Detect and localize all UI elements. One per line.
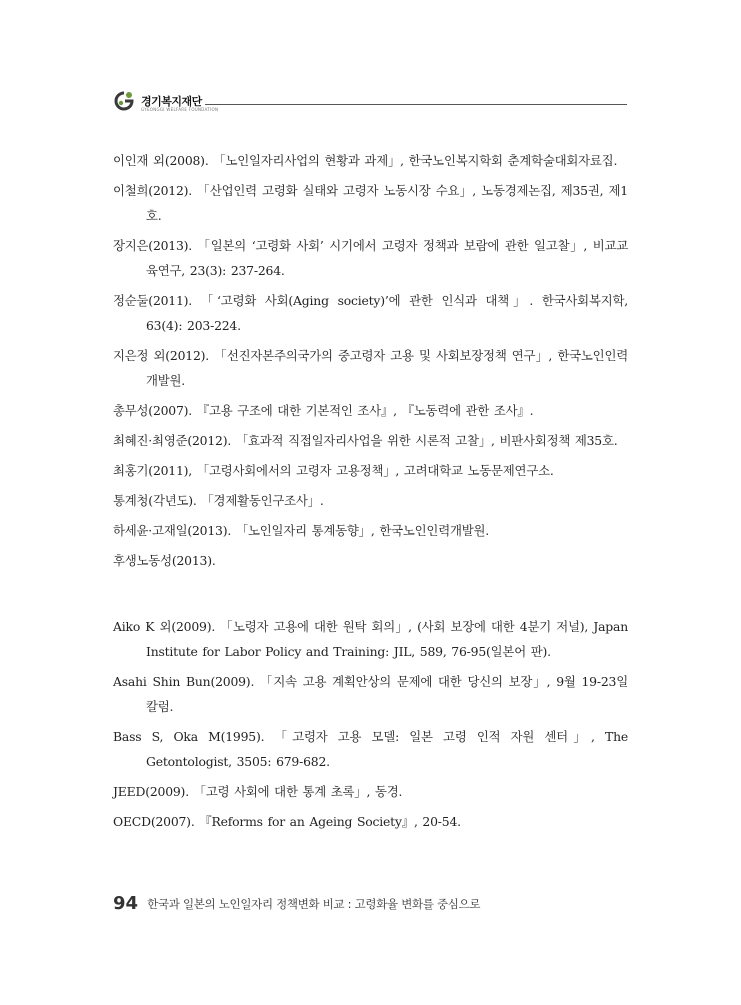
- footer-title: 한국과 일본의 노인일자리 정책변화 비교 : 고령화율 변화를 중심으로: [147, 896, 481, 911]
- reference-entry: Bass S, Oka M(1995). 「고령자 고용 모델: 일본 고령 인적 자원 센터」, The Getontologist, 3505: 679-682.: [113, 729, 628, 769]
- reference-entry: 통계청(각년도). 「경제활동인구조사」.: [113, 493, 324, 508]
- foundation-name: 경기복지재단: [141, 95, 202, 108]
- header-rule: [205, 104, 627, 105]
- reference-entry: JEED(2009). 「고령 사회에 대한 통계 초록」, 동경.: [113, 784, 403, 799]
- reference-entry: 후생노동성(2013).: [113, 553, 216, 568]
- reference-list: [113, 148, 628, 839]
- reference-entry: 하세윤·고재일(2013). 「노인일자리 통계동향」, 한국노인인력개발원.: [113, 523, 490, 538]
- reference-entry: 장지은(2013). 「일본의 ‘고령화 사회’ 시기에서 고령자 정책과 보람에 관한 일고찰」, 비교교육연구, 23(3): 237-264.: [113, 238, 628, 278]
- reference-entry: 이인재 외(2008). 「노인일자리사업의 현황과 과제」, 한국노인복지학회 춘계학술대회자료집.: [113, 153, 618, 168]
- running-header: [113, 90, 627, 116]
- reference-entry: 지은정 외(2012). 「선진자본주의국가의 중고령자 고용 및 사회보장정책 연구」, 한국노인인력개발원.: [113, 348, 628, 388]
- foundation-logo-icon: [113, 90, 135, 112]
- reference-entry: Asahi Shin Bun(2009). 「지속 고용 계획안상의 문제에 대한 당신의 보장」, 9월 19-23일 칼럼.: [113, 674, 628, 714]
- reference-entry: 총무성(2007). 『고용 구조에 대한 기본적인 조사』, 『노동력에 관한 조사』.: [113, 403, 534, 418]
- reference-entry: 최홍기(2011), 「고령사회에서의 고령자 고용정책」, 고려대학교 노동문제연구소.: [113, 463, 554, 478]
- page-footer: [113, 893, 480, 914]
- reference-entry: OECD(2007). 『Reforms for an Ageing Society』, 20-54.: [113, 814, 461, 829]
- reference-entry: 최혜진·최영준(2012). 「효과적 직접일자리사업을 위한 시론적 고찰」, 비판사회정책 제35호.: [113, 433, 618, 448]
- reference-entry: 이철희(2012). 「산업인력 고령화 실태와 고령자 노동시장 수요」, 노동경제논집, 제35권, 제1호.: [113, 183, 628, 223]
- page-number: 94: [113, 893, 139, 914]
- reference-entry: 정순둘(2011). 「‘고령화 사회(Aging society)’에 관한 인식과 대책」. 한국사회복지학, 63(4): 203-224.: [113, 293, 628, 333]
- foundation-subtitle: GYEONGGI WELFARE FOUNDATION: [141, 107, 219, 112]
- reference-entry: Aiko K 외(2009). 「노령자 고용에 대한 원탁 회의」, (사회 보장에 대한 4분기 저널), Japan Institute for Labor Policy and Training: JIL, 589, 76-95(일본어 판).: [113, 619, 628, 659]
